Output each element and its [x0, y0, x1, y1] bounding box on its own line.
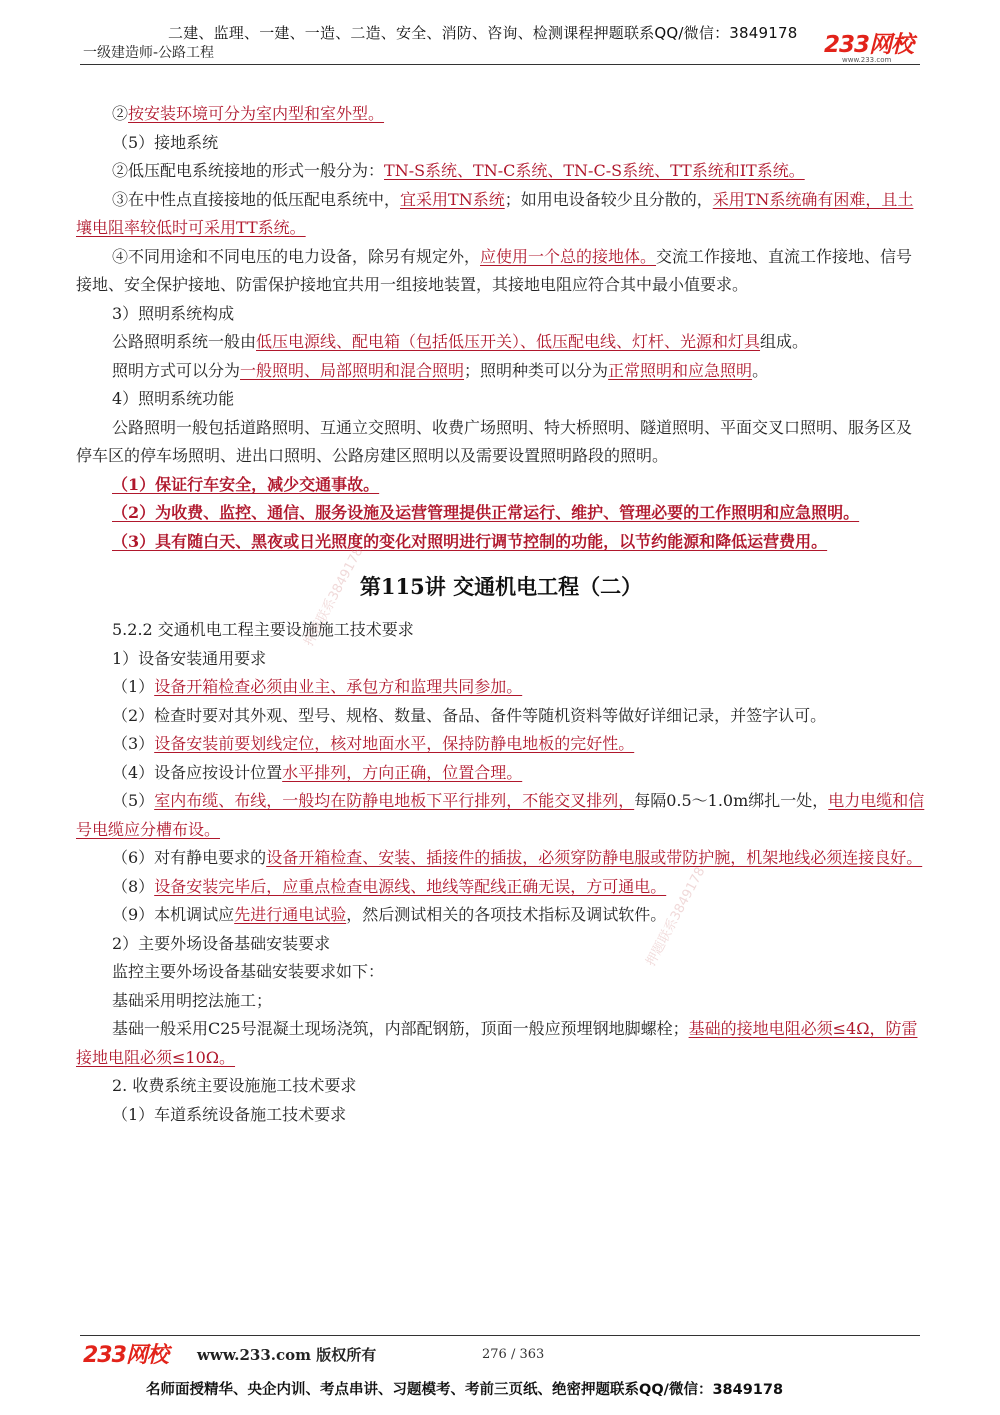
- site-logo: [824, 26, 920, 66]
- logo-url: www.233.com: [842, 56, 892, 64]
- paragraph: 3）照明系统构成: [112, 303, 235, 323]
- paragraph: 4）照明系统功能: [112, 389, 235, 408]
- highlight-text: 电力电缆和信号电缆应分槽布设。: [76, 791, 925, 839]
- paragraph: 公路照明一般包括道路照明、互通立交照明、收费广场照明、特大桥照明、隧道照明、平面交叉口照明、服务区及停车区的停车场照明、进出口照明、公路房建区照明以及需要设置照明路段的照明。: [76, 417, 913, 465]
- paragraph: 2）主要外场设备基础安装要求: [112, 933, 331, 953]
- paragraph: 监控主要外场设备基础安装要求如下：: [112, 962, 385, 981]
- paragraph: （4）设备应按设计位置水平排列，方向正确，位置合理。: [112, 762, 523, 782]
- highlight-text: 设备开箱检查、安装、插接件的插拔，必须穿防静电服或带防护腕，机架地线必须连接良好。: [266, 848, 923, 867]
- highlight-text: 先进行通电试验: [234, 905, 347, 924]
- highlight-paragraph: （3）具有随白天、黑夜或日光照度的变化对照明进行调节控制的功能，以节约能源和降低运营费用。: [112, 531, 828, 551]
- paragraph: （6）对有静电要求的设备开箱检查、安装、插接件的插拔，必须穿防静电服或带防护腕，机架地线必须连接良好。: [112, 848, 923, 867]
- highlight-text: 按安装环境可分为室内型和室外型。: [128, 104, 385, 123]
- footer-copyright: www.233.com 版权所有: [197, 1346, 377, 1364]
- header-subject: 一级建造师-公路工程: [83, 45, 215, 61]
- highlight-text: 采用TN系统确有困难，且土壤电阻率较低时可采用TT系统。: [76, 189, 914, 237]
- document-body: [76, 100, 926, 1129]
- highlight-text: 设备安装完毕后，应重点检查电源线、地线等配线正确无误，方可通电。: [154, 876, 667, 896]
- highlight-paragraph: （1）保证行车安全，减少交通事故。: [112, 474, 380, 494]
- footer-logo: 233网校: [83, 1343, 168, 1368]
- logo-text: 233网校: [824, 32, 914, 58]
- highlight-text: 基础的接地电阻必须≤4Ω，防雷接地电阻必须≤10Ω。: [76, 1019, 918, 1067]
- highlight-text: 水平排列，方向正确，位置合理。: [282, 762, 523, 782]
- paragraph: （1）设备开箱检查必须由业主、承包方和监理共同参加。: [112, 677, 523, 696]
- paragraph: （1）车道系统设备施工技术要求: [112, 1104, 347, 1124]
- paragraph: （9）本机调试应先进行通电试验，然后测试相关的各项技术指标及调试软件。: [112, 905, 667, 924]
- paragraph: 基础一般采用C25号混凝土现场浇筑，内部配钢筋，顶面一般应预埋钢地脚螺栓；基础的接地电阻必须≤4Ω，防雷接地电阻必须≤10Ω。: [76, 1019, 918, 1067]
- highlight-paragraph: （2）为收费、监控、通信、服务设施及运营管理提供正常运行、维护、管理必要的工作照明和应急照明。: [112, 503, 860, 522]
- highlight-text: TN-S系统、TN-C系统、TN-C-S系统、TT系统和IT系统。: [384, 161, 805, 180]
- page-number: 276 / 363: [482, 1347, 545, 1362]
- footer-promo: 名师面授精华、央企内训、考点串讲、习题模考、考前三页纸、绝密押题联系QQ/微信：3849178: [146, 1382, 784, 1398]
- highlight-text: 正常照明和应急照明: [608, 360, 753, 380]
- highlight-text: 室内布缆、布线，一般均在防静电地板下平行排列，不能交叉排列，: [154, 791, 635, 810]
- paragraph: ②低压配电系统接地的形式一般分为：TN-S系统、TN-C系统、TN-C-S系统、TT系统和IT系统。: [112, 161, 805, 180]
- paragraph: 基础采用明挖法施工；: [112, 990, 273, 1010]
- paragraph: 5.2.2 交通机电工程主要设施施工技术要求: [112, 620, 414, 639]
- paragraph: （5）接地系统: [112, 132, 219, 152]
- paragraph: 公路照明系统一般由低压电源线、配电箱（包括低压开关）、低压配电线、灯杆、光源和灯具组成。: [112, 332, 809, 351]
- paragraph: （5）室内布缆、布线，一般均在防静电地板下平行排列，不能交叉排列，每隔0.5～1.0m绑扎一处，电力电缆和信号电缆应分槽布设。: [76, 791, 925, 839]
- paragraph: ④不同用途和不同电压的电力设备，除另有规定外，应使用一个总的接地体。交流工作接地、直流工作接地、信号接地、安全保护接地、防雷保护接地宜共用一组接地装置，其接地电阻应符合其中最小值要求。: [76, 246, 913, 294]
- footer-divider: [80, 1335, 920, 1336]
- highlight-text: 宜采用TN系统: [400, 189, 505, 209]
- paragraph: 1）设备安装通用要求: [112, 648, 267, 668]
- paragraph: ③在中性点直接接地的低压配电系统中，宜采用TN系统；如用电设备较少且分散的，采用TN系统确有困难，且土壤电阻率较低时可采用TT系统。: [76, 189, 914, 237]
- paragraph: （3）设备安装前要划线定位，核对地面水平，保持防静电地板的完好性。: [112, 734, 635, 753]
- watermark: 押题联系3849178: [643, 864, 709, 969]
- highlight-text: 应使用一个总的接地体。: [480, 246, 657, 266]
- highlight-text: 设备安装前要划线定位，核对地面水平，保持防静电地板的完好性。: [154, 734, 635, 753]
- paragraph: ②按安装环境可分为室内型和室外型。: [112, 104, 385, 123]
- paragraph: （8）设备安装完毕后，应重点检查电源线、地线等配线正确无误，方可通电。: [112, 876, 667, 896]
- highlight-text: 一般照明、局部照明和混合照明: [240, 360, 465, 380]
- highlight-text: 低压电源线、配电箱（包括低压开关）、低压配电线、灯杆、光源和灯具: [256, 332, 761, 351]
- watermark: 押题联系3849178: [301, 544, 367, 649]
- section-title: 第115讲 交通机电工程（二）: [359, 574, 643, 599]
- header-promo: 二建、监理、一建、一造、二造、安全、消防、咨询、检测课程押题联系QQ/微信：3849178: [168, 24, 798, 42]
- highlight-text: 设备开箱检查必须由业主、承包方和监理共同参加。: [154, 677, 523, 696]
- header-divider: [80, 64, 920, 65]
- paragraph: 2. 收费系统主要设施施工技术要求: [112, 1076, 357, 1095]
- paragraph: （2）检查时要对其外观、型号、规格、数量、备品、备件等随机资料等做好详细记录，并签字认可。: [112, 705, 827, 725]
- paragraph: 照明方式可以分为一般照明、局部照明和混合照明；照明种类可以分为正常照明和应急照明。: [112, 360, 769, 380]
